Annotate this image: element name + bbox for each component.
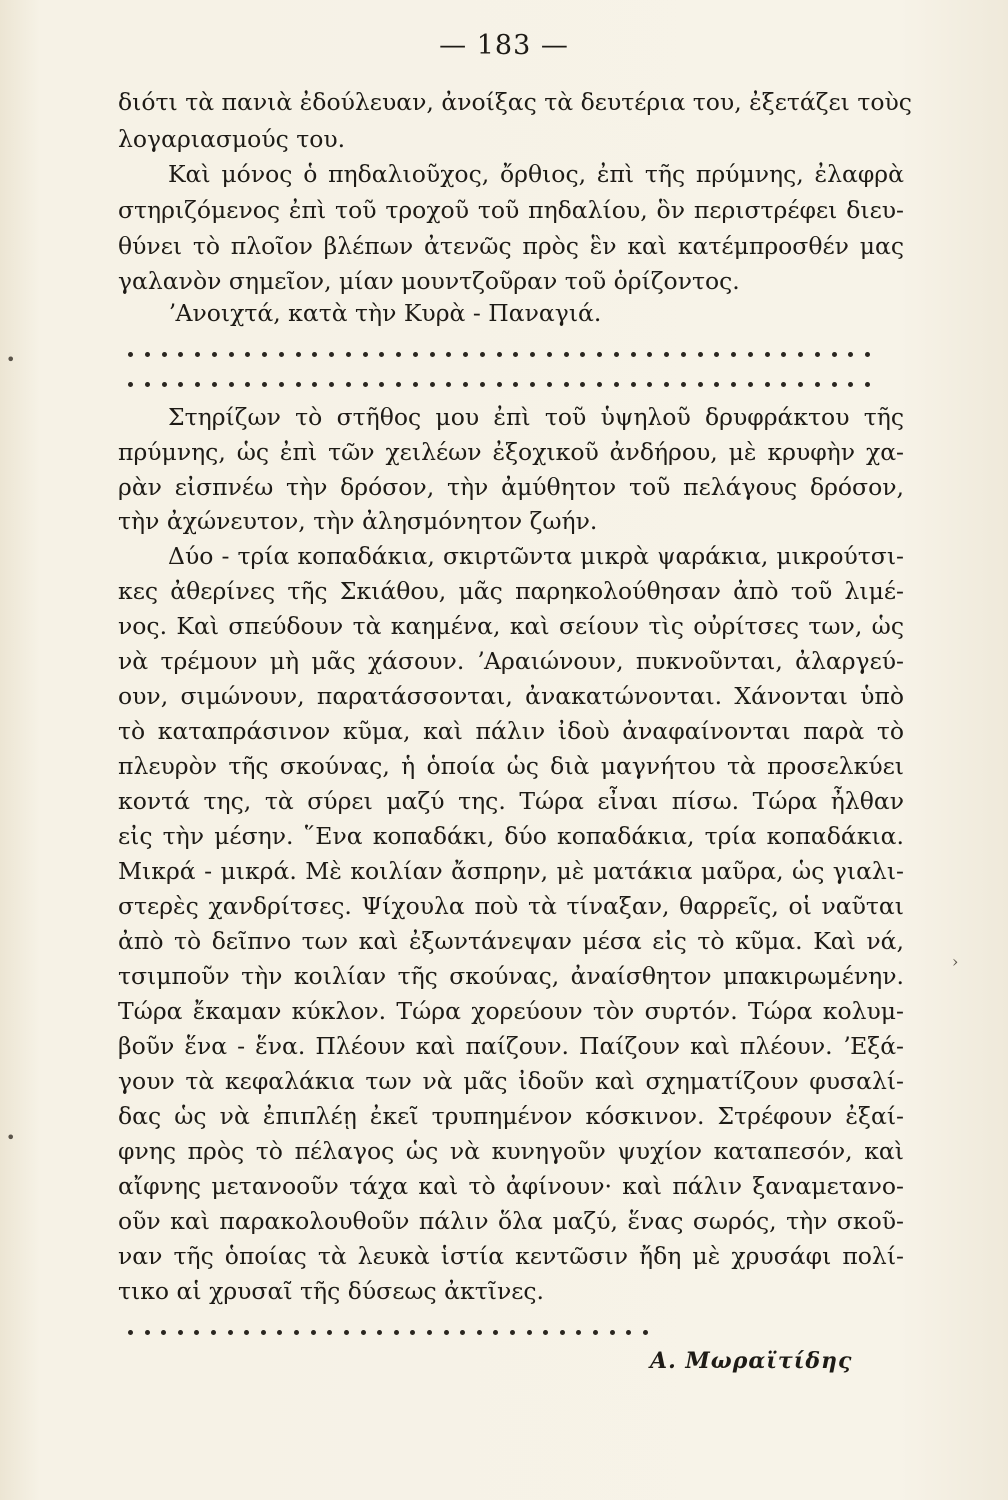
- text-line: ουν, σιμώνουν, παρατάσσονται, ἀνακατώνονται. Χάνονται ὑπὸ: [118, 682, 904, 710]
- text-line: τὸ καταπράσινον κῦμα, καὶ πάλιν ἰδοὺ ἀναφαίνονται παρὰ τὸ: [118, 717, 904, 745]
- text-line: γαλανὸν σημεῖον, μίαν μουντζοῦραν τοῦ ὁρίζοντος.: [118, 267, 740, 295]
- margin-mark: •: [6, 350, 16, 369]
- text-line: τσιμποῦν τὴν κοιλίαν τῆς σκούνας, ἀναίσθητον μπακιρωμένην.: [118, 962, 904, 990]
- text-line: ρὰν εἰσπνέω τὴν δρόσον, τὴν ἀμύθητον τοῦ πελάγους δρόσον,: [118, 473, 904, 501]
- margin-mark: ›: [952, 952, 959, 971]
- text-line: λογαριασμούς του.: [118, 125, 346, 153]
- text-line: τὴν ἀχώνευτον, τὴν ἀλησμόνητον ζωήν.: [118, 507, 598, 535]
- page-number: — 183 —: [439, 30, 569, 61]
- text-line: θύνει τὸ πλοῖον βλέπων ἀτενῶς πρὸς ἓν καὶ κατέμπροσθέν μας: [118, 232, 904, 260]
- dotted-separator: [128, 374, 870, 394]
- dotted-separator: [128, 1322, 648, 1342]
- dotted-separator: [128, 344, 870, 364]
- text-line: φνης πρὸς τὸ πέλαγος ὡς νὰ κυνηγοῦν ψυχίον καταπεσόν, καὶ: [118, 1137, 904, 1165]
- text-line: Δύο - τρία κοπαδάκια, σκιρτῶντα μικρὰ ψαράκια, μικρούτσι-: [168, 542, 904, 570]
- text-line: διότι τὰ πανιὰ ἐδούλευαν, ἀνοίξας τὰ δευτέρια του, ἐξετάζει τοὺς: [118, 88, 912, 116]
- text-line: πρύμνης, ὡς ἐπὶ τῶν χειλέων ἐξοχικοῦ ἀνδήρου, μὲ κρυφὴν χα-: [118, 438, 904, 466]
- text-line: τικο αἱ χρυσαῖ τῆς δύσεως ἀκτῖνες.: [118, 1277, 545, 1305]
- text-line: ναν τῆς ὁποίας τὰ λευκὰ ἱστία κεντῶσιν ἤδη μὲ χρυσάφι πολί-: [118, 1242, 904, 1270]
- text-line: πλευρὸν τῆς σκούνας, ἡ ὁποία ὡς διὰ μαγνήτου τὰ προσελκύει: [118, 752, 904, 780]
- text-line: γουν τὰ κεφαλάκια των νὰ μᾶς ἰδοῦν καὶ σχηματίζουν φυσαλί-: [118, 1067, 904, 1095]
- text-line: στερὲς χανδρίτσες. Ψίχουλα ποὺ τὰ τίναξαν, θαρρεῖς, οἱ ναῦται: [118, 892, 904, 920]
- author-signature: Α. Μωραϊτίδης: [650, 1348, 853, 1374]
- text-line: νος. Καὶ σπεύδουν τὰ καημένα, καὶ σείουν τὶς οὐρίτσες των, ὡς: [118, 612, 904, 640]
- text-line: στηριζόμενος ἐπὶ τοῦ τροχοῦ τοῦ πηδαλίου, ὃν περιστρέφει διευ-: [118, 196, 904, 224]
- text-line: Καὶ μόνος ὁ πηδαλιοῦχος, ὄρθιος, ἐπὶ τῆς πρύμνης, ἐλαφρὰ: [168, 160, 904, 188]
- margin-mark: •: [6, 1128, 16, 1147]
- text-line: ἀπὸ τὸ δεῖπνο των καὶ ἐξωντάνεψαν μέσα εἰς τὸ κῦμα. Καὶ νά,: [118, 927, 904, 955]
- text-line: Τώρα ἔκαμαν κύκλον. Τώρα χορεύουν τὸν συρτόν. Τώρα κολυμ-: [118, 997, 904, 1025]
- text-line: αἴφνης μετανοοῦν τάχα καὶ τὸ ἀφίνουν· καὶ πάλιν ξαναμετανο-: [118, 1172, 904, 1200]
- text-line: κες ἀθερίνες τῆς Σκιάθου, μᾶς παρηκολούθησαν ἀπὸ τοῦ λιμέ-: [118, 577, 904, 605]
- text-line: νὰ τρέμουν μὴ μᾶς χάσουν. ʼΑραιώνουν, πυκνοῦνται, ἀλαργεύ-: [118, 647, 904, 675]
- text-line: Μικρά - μικρά. Μὲ κοιλίαν ἄσπρην, μὲ ματάκια μαῦρα, ὡς γιαλι-: [118, 857, 904, 885]
- text-line: κοντά της, τὰ σύρει μαζύ της. Τώρα εἶναι πίσω. Τώρα ἦλθαν: [118, 787, 904, 815]
- text-line: Στηρίζων τὸ στῆθος μου ἐπὶ τοῦ ὑψηλοῦ δρυφράκτου τῆς: [168, 403, 904, 431]
- text-line: βοῦν ἕνα - ἕνα. Πλέουν καὶ παίζουν. Παίζουν καὶ πλέουν. ʼΕξά-: [118, 1032, 904, 1060]
- text-line: δας ὡς νὰ ἐπιπλέῃ ἐκεῖ τρυπημένον κόσκινον. Στρέφουν ἐξαί-: [118, 1102, 904, 1130]
- text-line: οῦν καὶ παρακολουθοῦν πάλιν ὅλα μαζύ, ἕνας σωρός, τὴν σκοῦ-: [118, 1207, 904, 1235]
- text-line: ʼΑνοιχτά, κατὰ τὴν Κυρὰ - Παναγιά.: [168, 299, 602, 327]
- text-line: εἰς τὴν μέσην. ῞Ενα κοπαδάκι, δύο κοπαδάκια, τρία κοπαδάκια.: [118, 822, 904, 850]
